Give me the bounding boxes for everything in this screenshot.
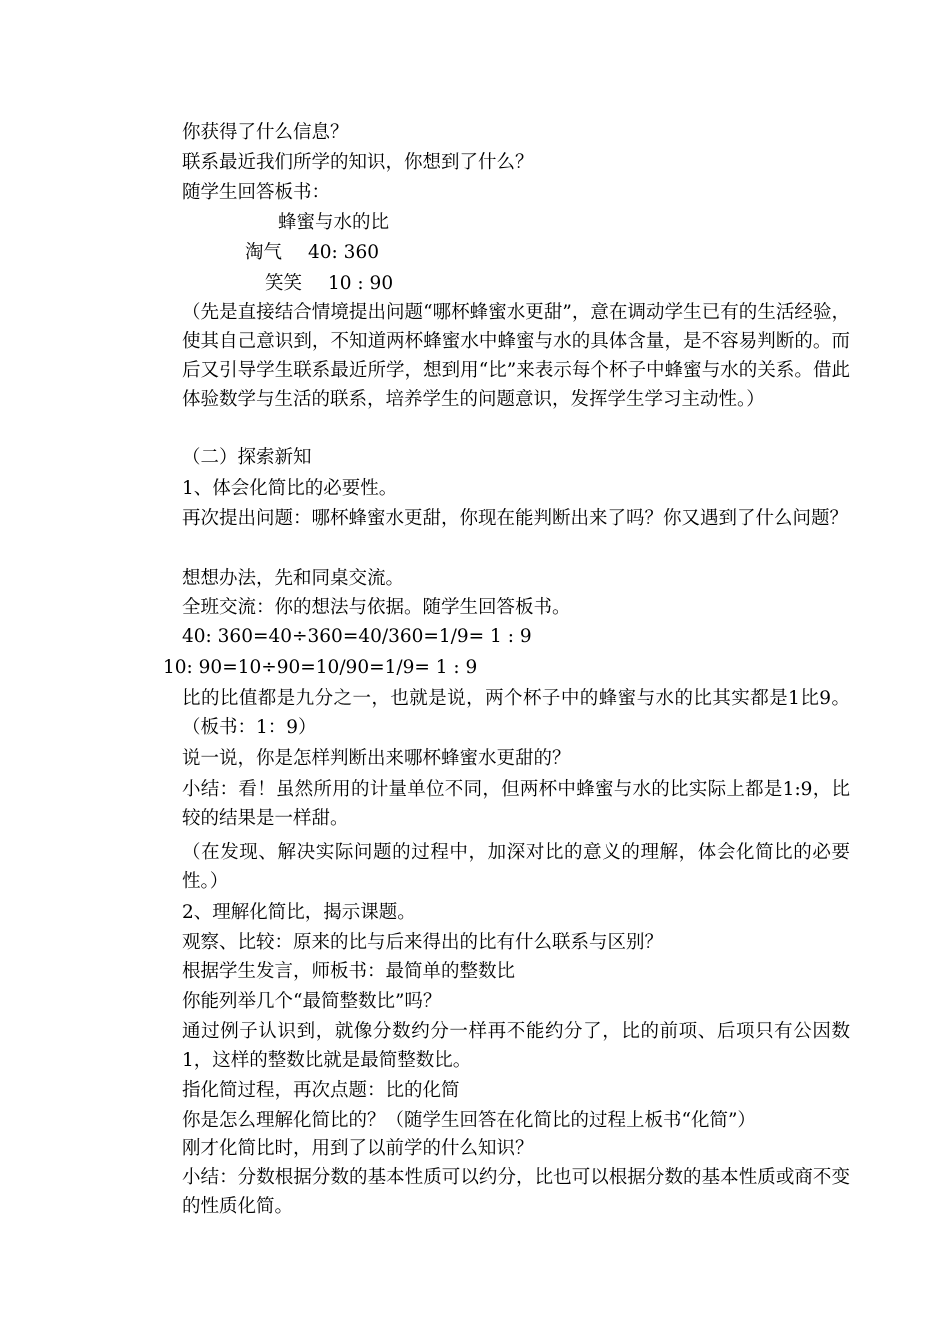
paragraph: （在发现、解决实际问题的过程中，加深对比的意义的理解，体会化简比的必要性。）: [182, 842, 850, 892]
text-line: 1、体会化简比的必要性。: [182, 478, 398, 499]
paragraph: 小结：看！虽然所用的计量单位不同，但两杯中蜂蜜与水的比实际上都是1:9，比较的结果是一样甜。: [182, 779, 850, 829]
text-line: 指化简过程，再次点题：比的化简: [182, 1080, 460, 1101]
text-line: 全班交流：你的想法与依据。随学生回答板书。: [182, 597, 571, 618]
ratio-row-xiaoxiao: [265, 269, 393, 298]
calculation-line: 10: 90=10÷90=10/90=1/9= 1 : 9: [163, 657, 478, 678]
ratio-value: 10 : 90: [328, 273, 394, 294]
paragraph: 小结：分数根据分数的基本性质可以约分，比也可以根据分数的基本性质或商不变的性质化简。: [182, 1167, 850, 1217]
text-line: 随学生回答板书：: [182, 182, 331, 203]
calculation-line: 40: 360=40÷360=40/360=1/9= 1 : 9: [182, 626, 532, 647]
text-line: 你是怎么理解化简比的？（随学生回答在化简比的过程上板书“化简”）: [182, 1110, 756, 1131]
text-line: 2、理解化简比，揭示课题。: [182, 902, 416, 923]
ratio-row-taoqi: [245, 238, 379, 267]
ratio-name: 淘气: [245, 242, 283, 263]
section-heading: （二）探索新知: [182, 447, 312, 468]
paragraph: 通过例子认识到，就像分数约分一样再不能约分了，比的前项、后项只有公因数1，这样的整数比就是最简整数比。: [182, 1021, 850, 1071]
paragraph: 比的比值都是九分之一，也就是说，两个杯子中的蜂蜜与水的比其实都是1比9。（板书：1：9）: [182, 688, 850, 738]
text-line: 根据学生发言，师板书：最简单的整数比: [182, 961, 516, 982]
text-line: 说一说，你是怎样判断出来哪杯蜂蜜水更甜的？: [182, 748, 571, 769]
board-title: 蜂蜜与水的比: [278, 212, 390, 233]
paragraph: （先是直接结合情境提出问题“哪杯蜂蜜水更甜”，意在调动学生已有的生活经验，使其自己意识到，不知道两杯蜂蜜水中蜂蜜与水的具体含量，是不容易判断的。而后又引导学生联系最近所学，想到用“比”来表示每个杯子中蜂蜜与水的关系。借此体验数学与生活的联系，培养学生的问题意识，发挥学生学习主动性。）: [182, 302, 850, 410]
text-line: 你能列举几个“最简整数比”吗？: [182, 991, 442, 1012]
text-line: 观察、比较：原来的比与后来得出的比有什么联系与区别？: [182, 932, 664, 953]
paragraph: 再次提出问题：哪杯蜂蜜水更甜，你现在能判断出来了吗？你又遇到了什么问题？: [182, 508, 849, 529]
ratio-name: 笑笑: [265, 273, 303, 294]
text-line: 刚才化简比时，用到了以前学的什么知识？: [182, 1138, 534, 1159]
ratio-value: 40: 360: [308, 242, 379, 263]
text-line: 联系最近我们所学的知识，你想到了什么？: [182, 152, 534, 173]
text-line: 想想办法，先和同桌交流。: [182, 568, 405, 589]
text-line: 你获得了什么信息？: [182, 122, 349, 143]
